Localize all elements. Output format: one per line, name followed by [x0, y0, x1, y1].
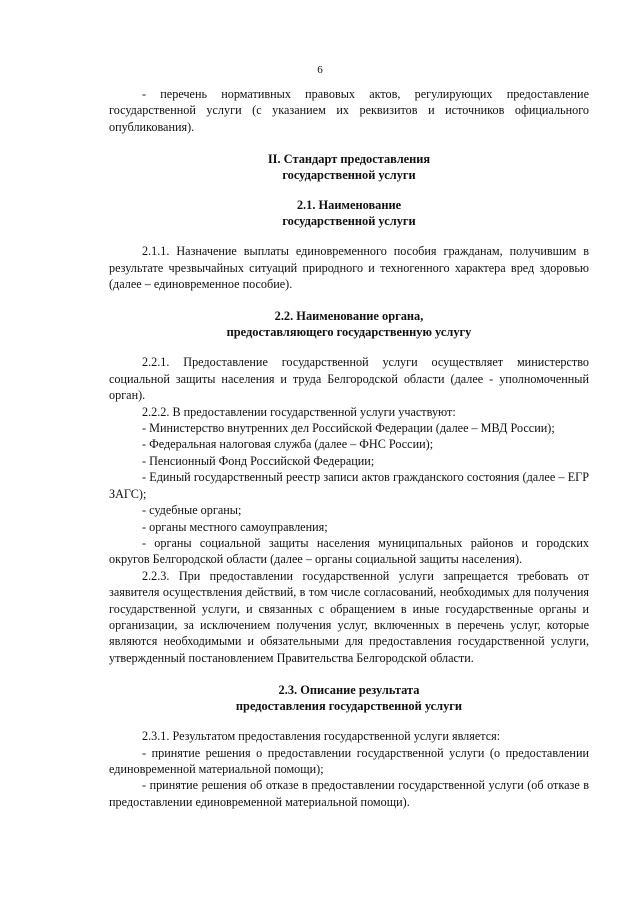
section-2-3-heading — [109, 682, 589, 714]
paragraph-2-3-1: 2.3.1. Результатом предоставления государственной услуги является: — [142, 729, 501, 744]
list-item-courts: - судебные органы; — [142, 503, 242, 518]
section-2-title-line-2: государственной услуги — [282, 168, 416, 183]
section-2-2-title-line-2: предоставляющего государственную услугу — [226, 325, 472, 340]
list-item-refusal-decision: - принятие решения об отказе в предоставлении государственной услуги (об отказе в предоставлении единовременной материальной помощи). — [109, 778, 589, 809]
section-2-2-heading — [109, 308, 589, 340]
list-item-pension-fund: - Пенсионный Фонд Российской Федерации; — [142, 453, 375, 468]
section-2-2-title-line-1: 2.2. Наименование органа, — [274, 309, 424, 324]
section-2-1-title-line-2: государственной услуги — [282, 214, 416, 229]
list-item-grant-decision: - принятие решения о предоставлении государственной услуги (о предоставлении единовременной материальной помощи); — [109, 745, 589, 776]
document-body — [109, 86, 589, 810]
section-2-title-line-1: II. Стандарт предоставления — [267, 152, 431, 167]
paragraph-2-2-1: 2.2.1. Предоставление государственной услуги осуществляет министерство социальной защиты населения и труда Белгородской области (далее - уполномоченный орган). — [109, 355, 589, 403]
list-item-fns: - Федеральная налоговая служба (далее – ФНС России); — [142, 437, 434, 452]
paragraph-2-2-2: 2.2.2. В предоставлении государственной услуги участвуют: — [142, 404, 456, 419]
section-2-1-heading — [109, 197, 589, 229]
section-2-1-title-line-1: 2.1. Наименование — [296, 198, 402, 213]
section-2-heading — [109, 151, 589, 183]
page-number: 6 — [317, 64, 323, 76]
list-item-social-protection: - органы социальной защиты населения муниципальных районов и городских округов Белгородской области (далее – органы социальной защиты населения). — [109, 535, 589, 567]
list-item-local-government: - органы местного самоуправления; — [142, 519, 328, 534]
paragraph-2-2-3: 2.2.3. При предоставлении государственной услуги запрещается требовать от заявителя осуществления действий, в том числе согласований, необходимых для получения государственной услуги, и связанных с обращением в иные государственные органы и организации, за исключением получения услуг, включенных в перечень услуг, которые являются необходимыми и обязательными для предоставления государственной услуги, утвержденный постановлением Правительства Белгородской области. — [109, 568, 589, 665]
list-item-egr-zags: - Единый государственный реестр записи актов гражданского состояния (далее – ЕГР ЗАГС); — [109, 470, 589, 501]
section-2-3-title-line-1: 2.3. Описание результата — [278, 683, 420, 698]
paragraph-2-1-1: 2.1.1. Назначение выплаты единовременного пособия гражданам, получившим в результате чрезвычайных ситуаций природного и техногенного характера вред здоровью (далее – единовременное пособие). — [109, 244, 589, 292]
section-2-3-title-line-2: предоставления государственной услуги — [235, 699, 463, 714]
list-item-mvd: - Министерство внутренних дел Российской Федерации (далее – МВД России); — [142, 421, 555, 436]
intro-paragraph: - перечень нормативных правовых актов, регулирующих предоставление государственной услуги (с указанием их реквизитов и источников официального опубликования). — [109, 87, 589, 134]
